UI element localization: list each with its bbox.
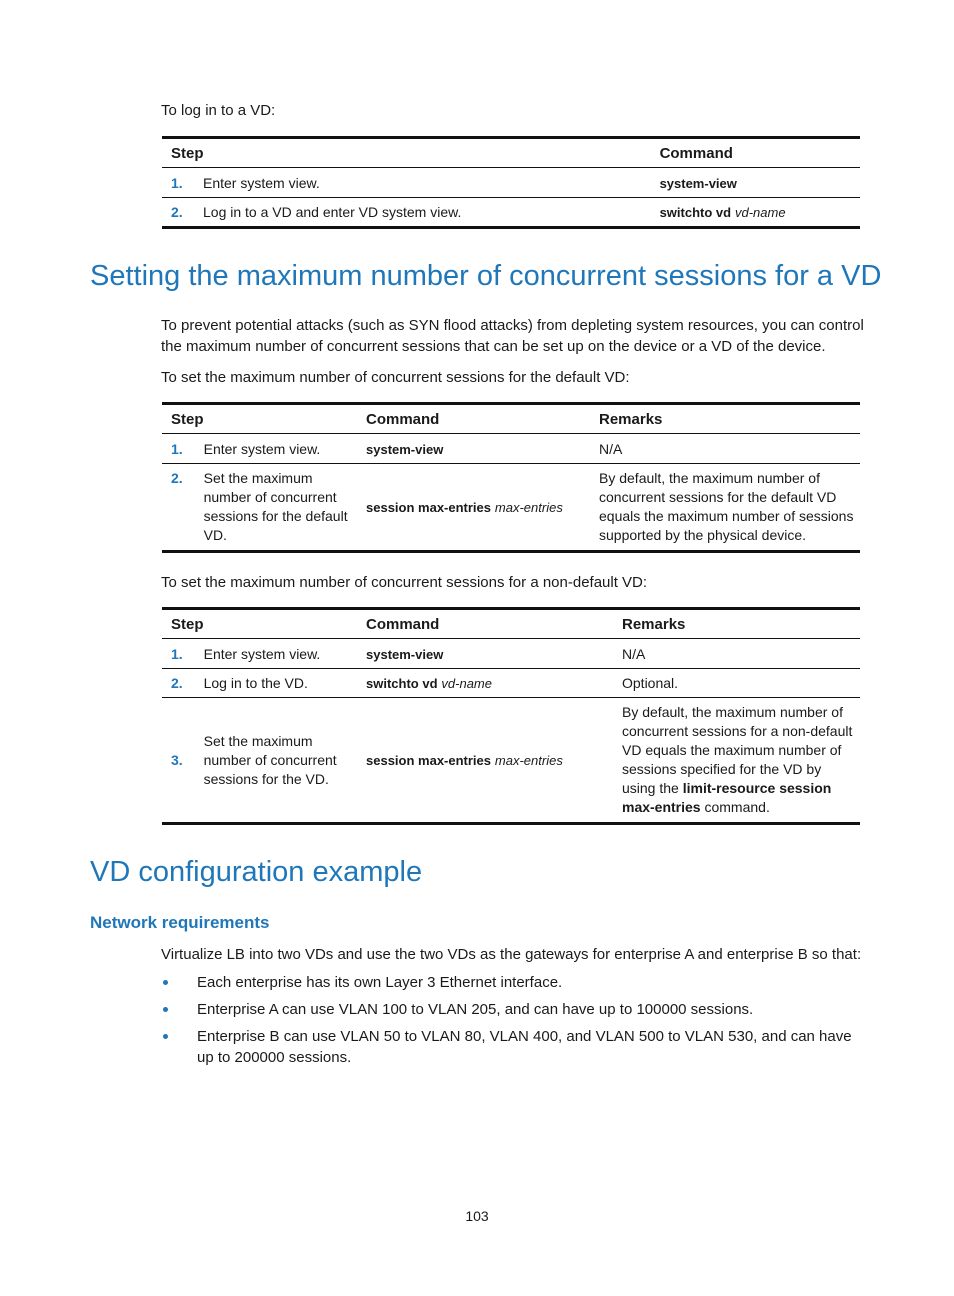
nondefault-vd-steps-table	[162, 607, 860, 825]
command-text: switchto vd	[659, 205, 732, 220]
step-text: Log in to the VD.	[203, 675, 308, 691]
requirements-list	[161, 972, 861, 1068]
table-header-remarks: Remarks	[622, 615, 686, 633]
command-text: session max-entries	[366, 500, 492, 515]
login-steps-table	[162, 136, 860, 229]
table-row	[162, 464, 860, 552]
remark-text	[622, 698, 860, 824]
command-argument: max-entries	[494, 500, 563, 515]
step-text: Set the maximum number of concurrent sessions for the VD.	[203, 732, 337, 787]
step-text: Enter system view.	[203, 440, 321, 457]
section-paragraph: To set the maximum number of concurrent sessions for a non-default VD:	[161, 574, 648, 591]
table-row	[162, 669, 860, 698]
section-heading-vd-example: VD configuration example	[90, 856, 423, 888]
list-item	[161, 972, 861, 993]
table-row	[162, 434, 860, 464]
table-header-remarks: Remarks	[599, 410, 663, 428]
remark-text: N/A	[622, 645, 646, 662]
remark-text-part: command.	[700, 799, 770, 815]
remark-text: N/A	[599, 440, 623, 457]
subsection-heading-network-requirements: Network requirements	[90, 913, 270, 932]
step-number: 2.	[171, 675, 183, 691]
bullet-icon	[163, 980, 168, 985]
step-number: 1.	[171, 440, 183, 457]
remark-text-part: By default, the maximum number of concurrent sessions for a non-default VD equals the maximum number of sessions specified for the VD by using the	[622, 704, 853, 796]
section-paragraph: To prevent potential attacks (such as SYN flood attacks) from depleting system resources, you can control the maximum number of concurrent sessions that can be set up on the device or a VD of the device.	[161, 317, 864, 355]
step-number: 2.	[171, 470, 183, 486]
bullet-icon	[163, 1007, 168, 1012]
table-header-command: Command	[366, 410, 440, 428]
step-number: 3.	[171, 752, 183, 768]
command-text: system-view	[366, 646, 444, 662]
list-item-text: Enterprise A can use VLAN 100 to VLAN 205, and can have up to 100000 sessions.	[197, 1001, 754, 1018]
remark-text: Optional.	[622, 675, 679, 691]
section-heading-max-sessions: Setting the maximum number of concurrent sessions for a VD	[90, 260, 882, 292]
command-argument: vd-name	[441, 676, 492, 691]
step-text: Log in to a VD and enter VD system view.	[203, 204, 462, 220]
table-row	[162, 168, 860, 198]
step-text: Set the maximum number of concurrent sessions for the default VD.	[203, 470, 348, 543]
table-row	[162, 198, 860, 228]
list-item-text: Each enterprise has its own Layer 3 Ethernet interface.	[197, 974, 563, 991]
command-text: system-view	[366, 441, 444, 457]
list-item-text: Enterprise B can use VLAN 50 to VLAN 80, VLAN 400, and VLAN 500 to VLAN 530, and can have up to 200000 sessions.	[197, 1028, 852, 1066]
table-row	[162, 639, 860, 669]
step-number: 2.	[171, 204, 183, 220]
remark-command-ref: limit-resource session max-entries	[622, 780, 832, 815]
command-text: session max-entries	[366, 753, 492, 768]
table-header-step: Step	[171, 144, 204, 162]
page-number: 103	[465, 1208, 489, 1224]
table-header-step: Step	[171, 615, 204, 633]
table-header-command: Command	[366, 615, 440, 633]
list-item	[161, 1026, 861, 1068]
list-item	[161, 999, 861, 1020]
step-text: Enter system view.	[203, 174, 320, 191]
step-text: Enter system view.	[203, 645, 321, 662]
intro-text: To log in to a VD:	[161, 102, 276, 119]
command-argument: max-entries	[494, 753, 563, 768]
section-paragraph: To set the maximum number of concurrent sessions for the default VD:	[161, 369, 630, 386]
section-paragraph: Virtualize LB into two VDs and use the two VDs as the gateways for enterprise A and enterprise B so that:	[161, 946, 862, 963]
bullet-icon	[163, 1034, 168, 1039]
remark-text: By default, the maximum number of concurrent sessions for the default VD equals the maximum number of sessions supported by the physical device.	[599, 470, 854, 543]
table-header-command: Command	[659, 144, 733, 162]
command-argument: vd-name	[734, 205, 786, 220]
table-header-step: Step	[171, 410, 204, 428]
command-text: switchto vd	[366, 676, 438, 691]
default-vd-steps-table	[162, 402, 860, 553]
table-row	[162, 698, 860, 824]
step-number: 1.	[171, 645, 183, 662]
command-text: system-view	[659, 175, 737, 191]
step-number: 1.	[171, 174, 183, 191]
